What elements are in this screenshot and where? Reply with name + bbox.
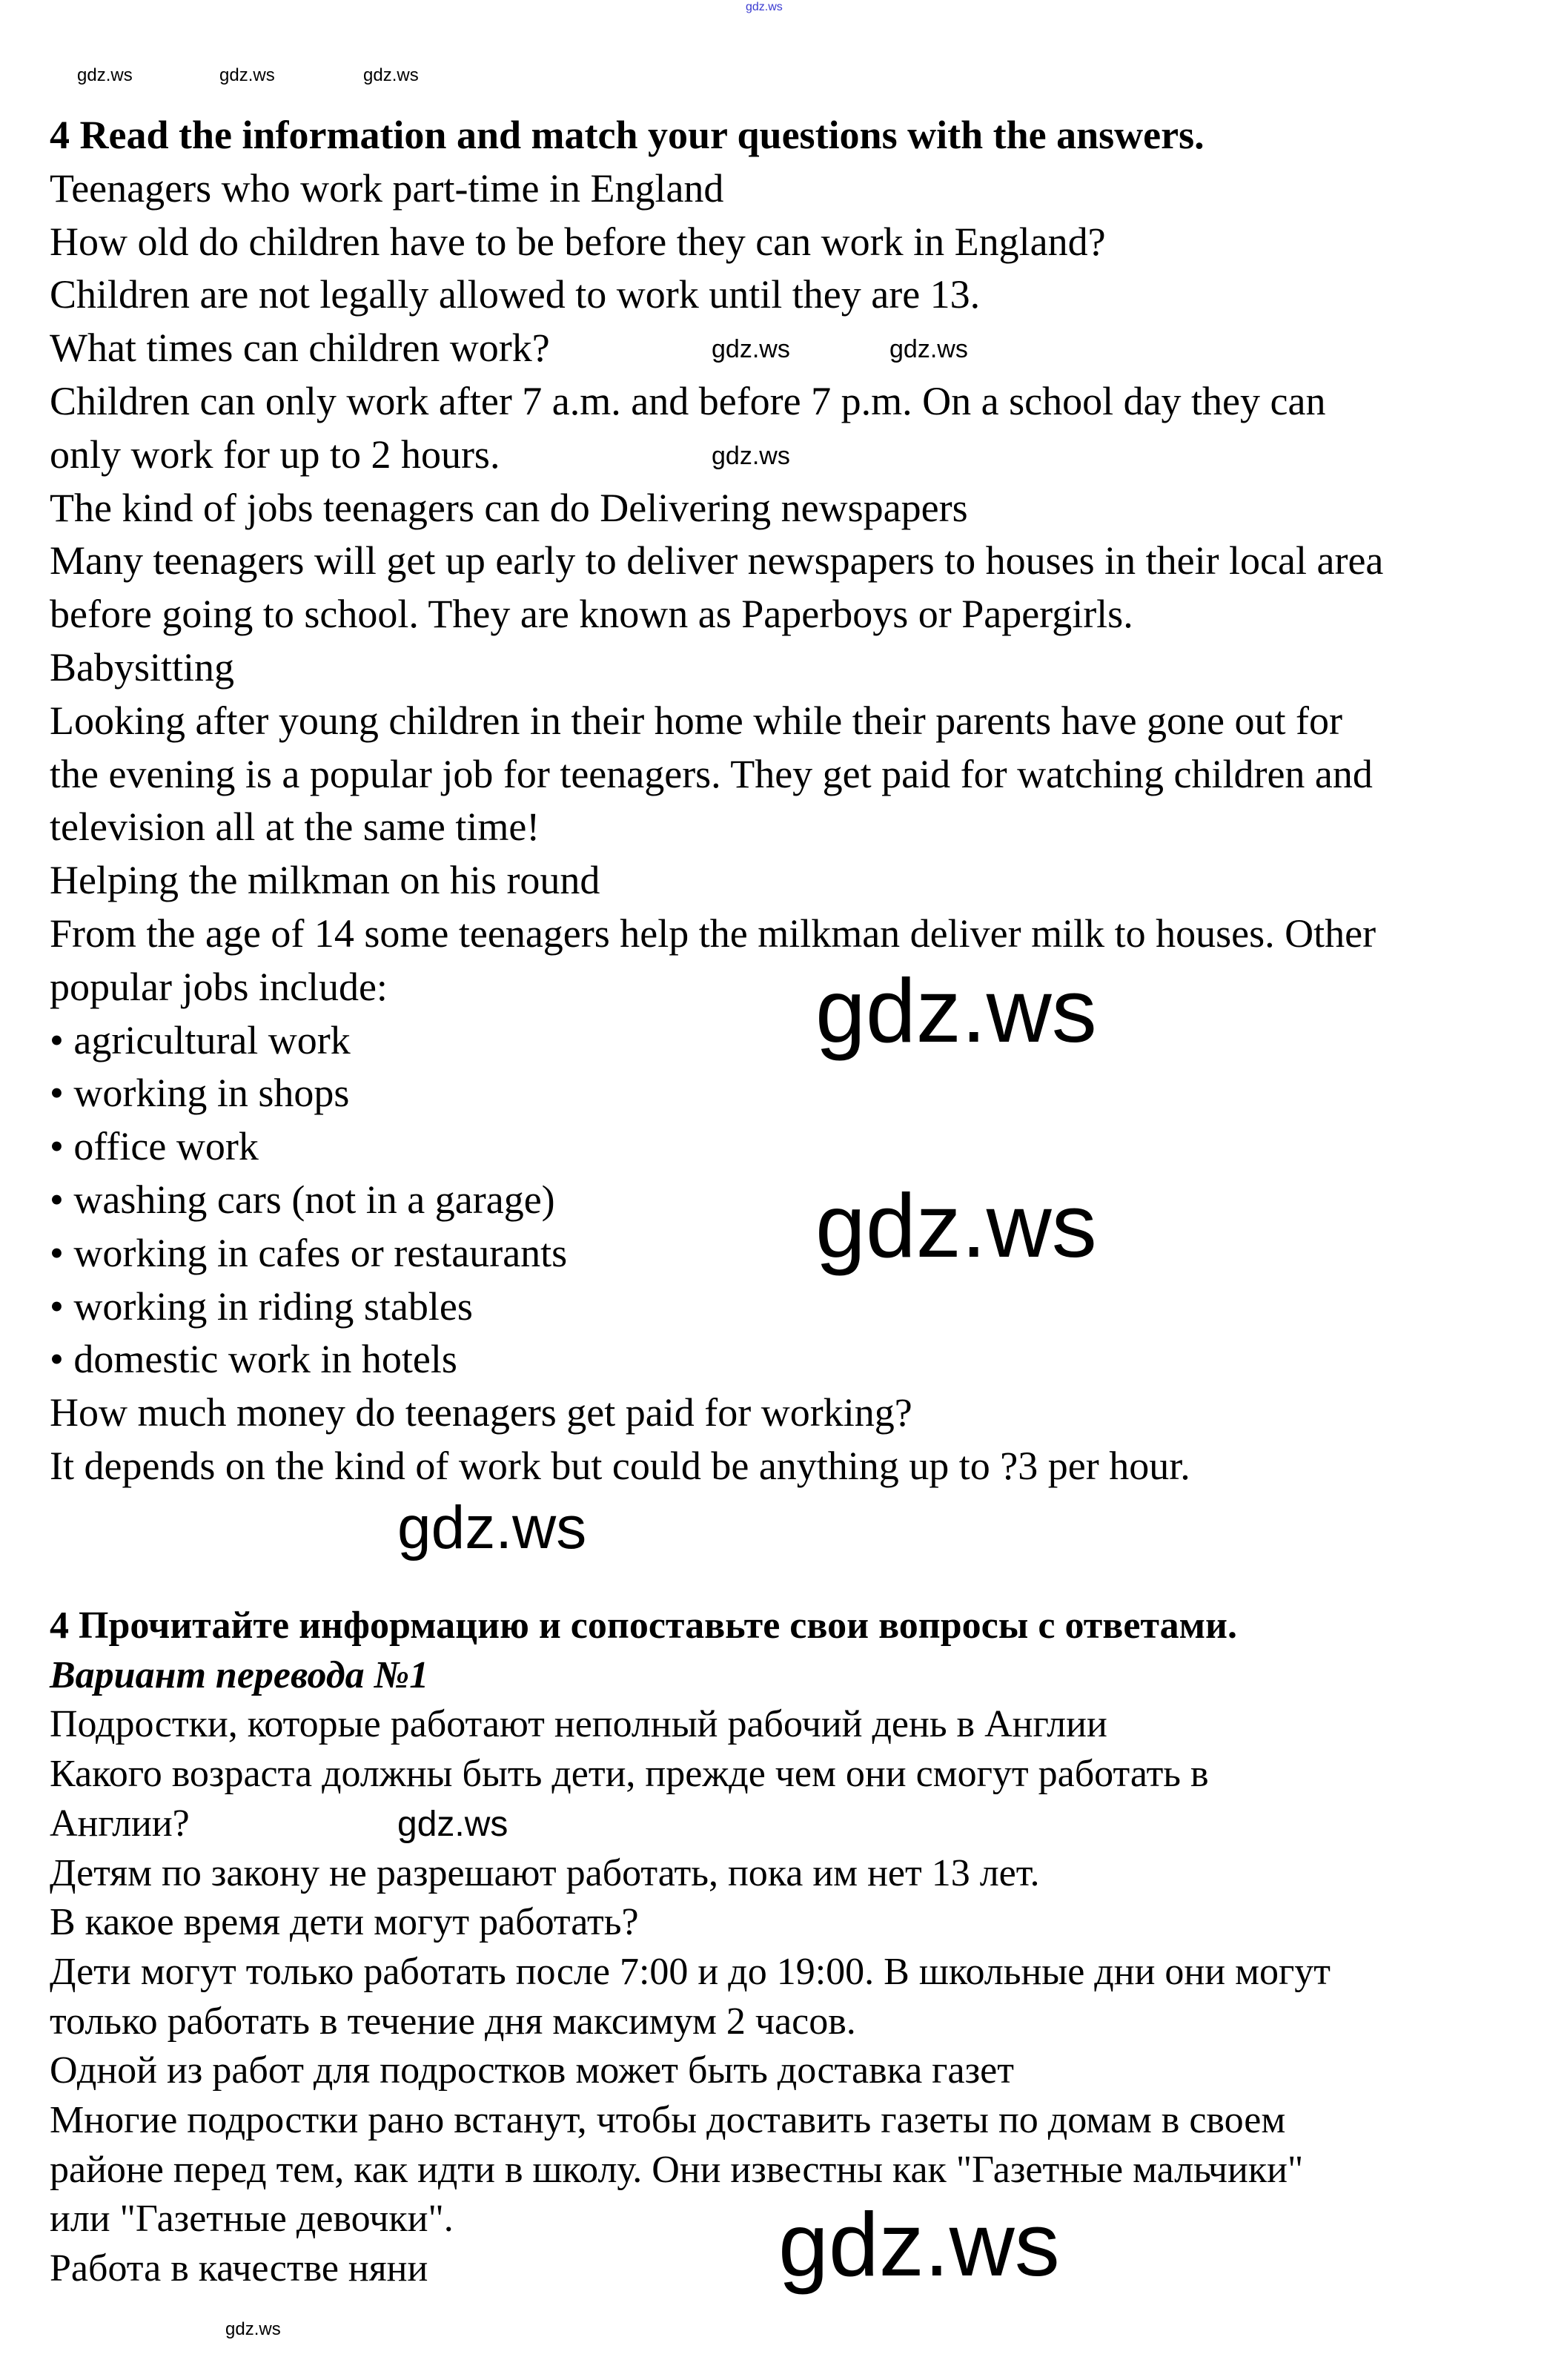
- english-text-line: Babysitting: [50, 644, 235, 690]
- russian-text-line: только работать в течение дня максимум 2 часов.: [50, 2000, 856, 2043]
- watermark-small: gdz.ws: [225, 2319, 281, 2339]
- english-text-line: Teenagers who work part-time in England: [50, 165, 724, 211]
- russian-text-line: районе перед тем, как идти в школу. Они известны как "Газетные мальчики": [50, 2148, 1304, 2191]
- russian-section: [50, 1601, 1331, 2294]
- russian-text-line: Подростки, которые работают неполный рабочий день в Англии: [50, 1703, 1107, 1746]
- russian-text-line: Англии?: [50, 1802, 190, 1845]
- english-text-line: • domestic work in hotels: [50, 1337, 457, 1382]
- russian-text-line: или "Газетные девочки".: [50, 2198, 454, 2241]
- english-text-line: What times can children work?: [50, 325, 550, 371]
- english-text-line: Many teenagers will get up early to deliver newspapers to houses in their local area: [50, 538, 1384, 584]
- russian-text-line: Работа в качестве няни: [50, 2247, 428, 2290]
- watermark-small: gdz.ws: [219, 65, 275, 85]
- russian-text-line: Какого возраста должны быть дети, прежде чем они смогут работать в: [50, 1753, 1209, 1796]
- watermark-small: gdz.ws: [77, 65, 133, 85]
- watermark-large: gdz.ws: [778, 2194, 1060, 2295]
- english-text-line: It depends on the kind of work but could be anything up to ?3 per hour.: [50, 1443, 1190, 1488]
- russian-subtitle: Вариант перевода №1: [50, 1653, 429, 1696]
- english-text-line: Looking after young children in their home while their parents have gone out for: [50, 698, 1342, 743]
- russian-title: 4 Прочитайте информацию и сопоставьте свои вопросы с ответами.: [50, 1604, 1238, 1647]
- english-text-line: before going to school. They are known as Paperboys or Papergirls.: [50, 592, 1133, 637]
- english-section: [50, 109, 1383, 1493]
- watermark-large: gdz.ws: [815, 1175, 1097, 1276]
- english-text-line: television all at the same time!: [50, 804, 540, 850]
- russian-text-line: Одной из работ для подростков может быть доставка газет: [50, 2049, 1014, 2092]
- english-text-line: • office work: [50, 1124, 259, 1169]
- english-text-line: How old do children have to be before they can work in England?: [50, 219, 1106, 264]
- watermark-small: gdz.ws: [712, 442, 790, 470]
- watermark-medium: gdz.ws: [397, 1494, 587, 1561]
- english-text-line: only work for up to 2 hours.: [50, 432, 500, 477]
- english-text-line: • working in cafes or restaurants: [50, 1230, 568, 1275]
- english-text-line: How much money do teenagers get paid for working?: [50, 1390, 912, 1435]
- english-text-line: • working in shops: [50, 1071, 350, 1116]
- english-text-line: • agricultural work: [50, 1017, 351, 1062]
- english-text-line: Children can only work after 7 a.m. and before 7 p.m. On a school day they can: [50, 378, 1326, 423]
- english-text-line: From the age of 14 some teenagers help the milkman deliver milk to houses. Other: [50, 910, 1376, 956]
- english-text-line: The kind of jobs teenagers can do Delivering newspapers: [50, 485, 968, 530]
- russian-text-line: Многие подростки рано встанут, чтобы доставить газеты по домам в своем: [50, 2099, 1286, 2142]
- russian-lines: [50, 1700, 1331, 2293]
- english-text-line: Children are not legally allowed to work until they are 13.: [50, 272, 981, 317]
- watermark-large: gdz.ws: [815, 960, 1097, 1061]
- watermark-small: gdz.ws: [712, 335, 790, 363]
- english-text-line: popular jobs include:: [50, 964, 388, 1009]
- english-title: 4 Read the information and match your questions with the answers.: [50, 113, 1205, 157]
- watermark-small: gdz.ws: [363, 65, 419, 85]
- english-text-line: • washing cars (not in a garage): [50, 1177, 555, 1222]
- english-text-line: the evening is a popular job for teenagers. They get paid for watching children and: [50, 751, 1373, 796]
- watermark-small: gdz.ws: [397, 1805, 508, 1844]
- russian-text-line: Дети могут только работать после 7:00 и до 19:00. В школьные дни они могут: [50, 1950, 1331, 1993]
- russian-text-line: Детям по закону не разрешают работать, пока им нет 13 лет.: [50, 1851, 1040, 1894]
- watermark-small: gdz.ws: [889, 335, 968, 363]
- russian-text-line: В какое время дети могут работать?: [50, 1901, 639, 1944]
- watermark-top: gdz.ws: [746, 1, 783, 13]
- english-text-line: Helping the milkman on his round: [50, 858, 600, 903]
- english-text-line: • working in riding stables: [50, 1283, 473, 1329]
